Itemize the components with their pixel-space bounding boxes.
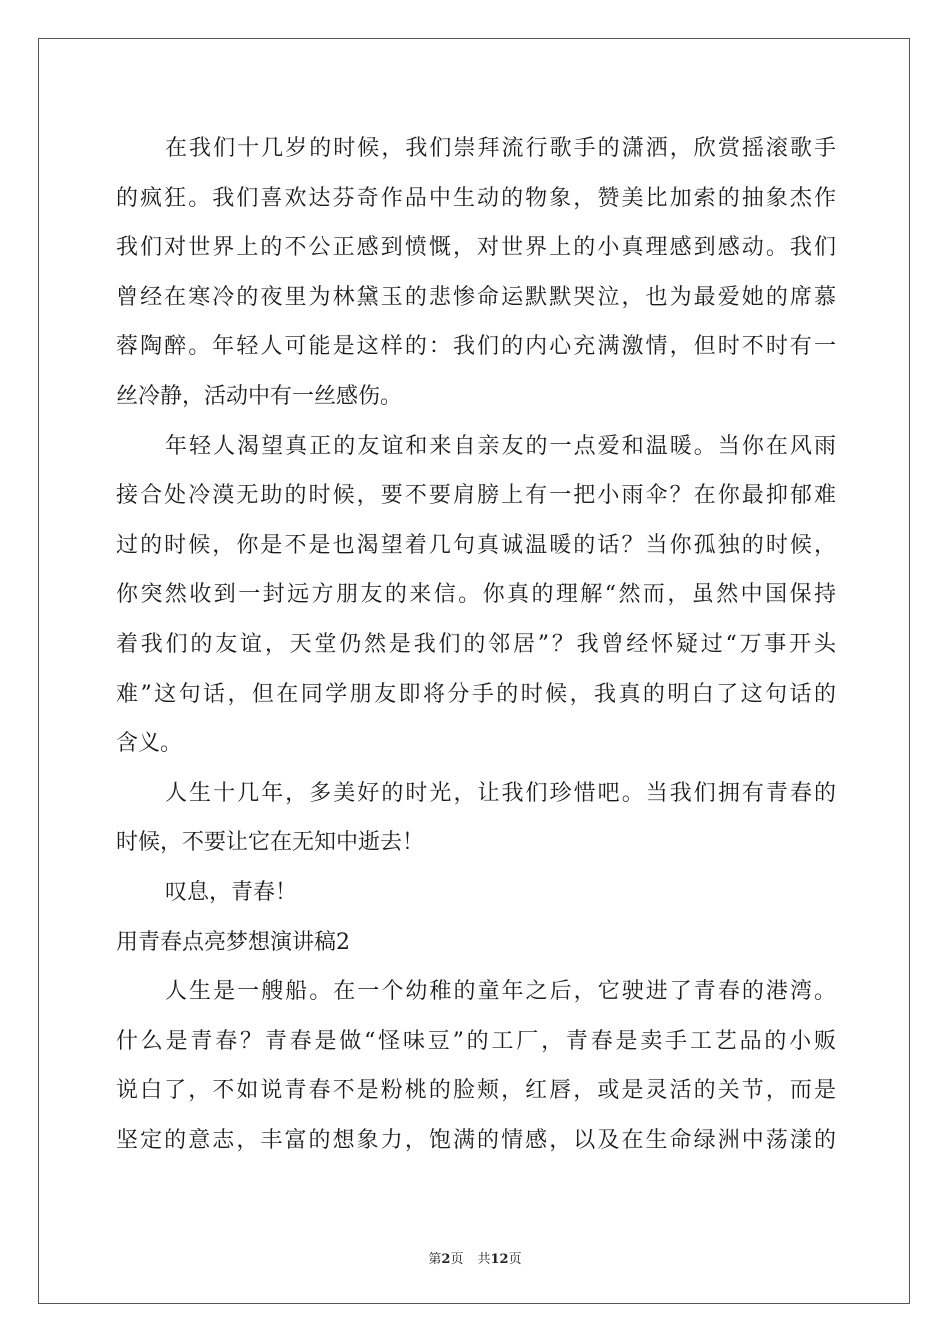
text-line: 人生十几年，多美好的时光，让我们珍惜吧。当我们拥有青春的 [165,780,836,806]
paragraph [116,868,836,918]
page-label-prefix: 第 [428,1252,442,1267]
text-line: 蓉陶醉。年轻人可能是这样的：我们的内心充满激情，但时不时有一 [116,334,836,360]
text-line: 我们对世界上的不公正感到愤慨，对世界上的小真理感到感动。我们 [116,235,836,261]
text-line: 时候，不要让它在无知中逝去！ [116,830,425,856]
page-number: 2 [441,1252,451,1267]
text-line: 人生是一艘船。在一个幼稚的童年之后，它驶进了青春的港湾。 [165,979,836,1005]
text-line: 的疯狂。我们喜欢达芬奇作品中生动的物象，赞美比加索的抽象杰作 [116,185,836,211]
text-line: 曾经在寒冷的夜里为林黛玉的悲惨命运默默哭泣，也为最爱她的席慕 [116,284,836,310]
text-line: 叹息，青春！ [165,879,298,905]
total-pages: 12 [490,1252,509,1267]
text-line: 坚定的意志，丰富的想象力，饱满的情感，以及在生命绿洲中荡漾的 [116,1127,836,1153]
text-line: 着我们的友谊，天堂仍然是我们的邻居”？我曾经怀疑过“万事开头 [116,631,836,657]
total-label-prefix: 共 [477,1252,491,1267]
total-label-suffix: 页 [508,1252,522,1267]
text-line: 在我们十几岁的时候，我们崇拜流行歌手的潇洒，欣赏摇滚歌手 [165,136,836,161]
page-label-suffix: 页 [450,1252,464,1267]
text-line: 丝冷静，活动中有一丝感伤。 [116,383,403,409]
paragraph [116,769,836,868]
text-line: 什么是青春？青春是做“怪味豆”的工厂，青春是卖手工艺品的小贩 [116,1028,836,1054]
text-line: 难”这句话，但在同学朋友即将分手的时候，我真的明白了这句话的 [116,681,836,707]
text-line: 接合处冷漠无助的时候，要不要肩膀上有一把小雨伞？在你最抑郁难 [116,483,836,509]
text-line: 含义。 [116,731,183,757]
text-line: 过的时候，你是不是也渴望着几句真诚温暖的话？当你孤独的时候， [116,532,836,558]
page-footer [0,1248,950,1267]
text-line: 你突然收到一封远方朋友的来信。你真的理解“然而，虽然中国保持 [116,582,836,608]
text-line: 说白了，不如说青春不是粉桃的脸颊，红唇，或是灵活的关节，而是 [116,1078,836,1104]
section-heading: 用青春点亮梦想演讲稿2 [116,929,350,955]
paragraph [116,422,836,769]
document-body [116,124,836,1165]
paragraph [116,124,836,422]
paragraph [116,967,836,1165]
text-line: 年轻人渴望真正的友谊和来自亲友的一点爱和温暖。当你在风雨 [165,433,836,459]
